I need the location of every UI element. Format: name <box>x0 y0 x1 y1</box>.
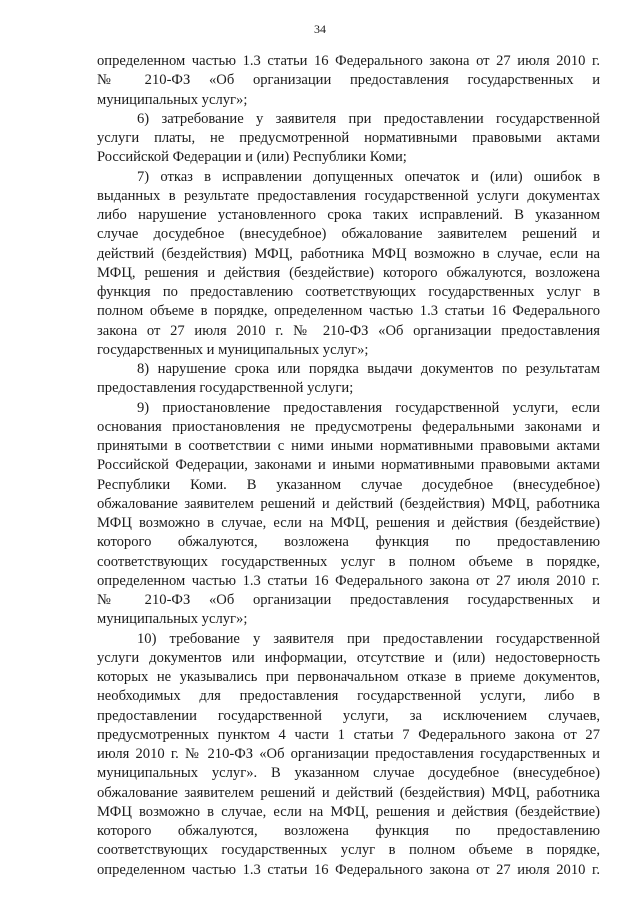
text-line: Российской Федерации и (или) Республики Коми; <box>97 149 407 166</box>
text-line: № 210-ФЗ «Об организации предоставления государственных и <box>97 72 600 89</box>
text-line: определенном частью 1.3 статьи 16 Федерального закона от 27 июля 2010 г. <box>97 572 600 589</box>
text-line: муниципальных услуг»; <box>97 611 248 628</box>
text-line: либо нарушение установленного срока таких исправлений. В указанном <box>97 207 600 223</box>
text-line: № 210-ФЗ «Об организации предоставления государственных и <box>97 592 600 608</box>
text-line: необходимых для предоставления государственной услуги, либо в <box>97 688 600 705</box>
text-line: принятыми в соответствии с ними иными нормативными правовыми актами <box>97 438 600 454</box>
text-line: соответствующих государственных услуг в полном объеме в порядке, <box>97 553 600 570</box>
text-line: определенном частью 1.3 статьи 16 Федерального закона от 27 июля 2010 г. <box>97 53 600 69</box>
paragraph-item-7 <box>97 168 600 361</box>
text-line: обжалование заявителем решений и действий (бездействия) МФЦ, работника <box>97 495 600 512</box>
text-line: действий (бездействия) МФЦ, работника МФЦ возможно в случае, если на <box>97 245 600 262</box>
text-line: обжалование заявителем решений и действий (бездействия) МФЦ, работника <box>97 784 600 801</box>
text-line: МФЦ возможно в случае, если на МФЦ, решения и действия (бездействие) <box>97 803 600 820</box>
text-line: функция по предоставлению соответствующих государственных услуг в <box>97 284 600 300</box>
text-line: услуги документов или информации, отсутствие и (или) недостоверность <box>97 649 600 666</box>
text-line: предусмотренных пунктом 4 части 1 статьи 7 Федерального закона от 27 <box>97 726 600 743</box>
paragraph-continuation <box>97 52 600 110</box>
document-body <box>97 52 600 880</box>
paragraph-item-10 <box>97 630 600 880</box>
text-line: случае досудебное (внесудебное) обжалование заявителем решений и <box>97 226 600 243</box>
text-line: 9) приостановление предоставления государственной услуги, если <box>137 399 600 416</box>
text-line: которого обжалуются, возложена функция по предоставлению <box>97 534 600 551</box>
paragraph-item-6 <box>97 110 600 168</box>
text-line: 6) затребование у заявителя при предоставлении государственной <box>137 110 600 127</box>
text-line: закона от 27 июля 2010 г. № 210-ФЗ «Об организации предоставления <box>97 322 600 339</box>
text-line: МФЦ возможно в случае, если на МФЦ, решения и действия (бездействие) <box>97 515 600 531</box>
text-line: услуги платы, не предусмотренной нормативными правовыми актами <box>97 130 600 146</box>
text-line: которых не указывались при первоначальном отказе в приеме документов, <box>97 669 600 685</box>
text-line: 7) отказ в исправлении допущенных опечаток и (или) ошибок в <box>137 168 600 185</box>
text-line: 8) нарушение срока или порядка выдачи документов по результатам <box>137 361 600 377</box>
text-line: предоставления государственной услуги; <box>97 380 354 397</box>
text-line: предоставлении государственной услуги, за исключением случаев, <box>97 707 600 724</box>
text-line: 10) требование у заявителя при предоставлении государственной <box>137 630 600 647</box>
text-line: соответствующих государственных услуг в полном объеме в порядке, <box>97 842 600 859</box>
paragraph-item-9 <box>97 399 600 630</box>
text-line: определенном частью 1.3 статьи 16 Федерального закона от 27 июля 2010 г. <box>97 861 600 878</box>
text-line: государственных и муниципальных услуг»; <box>97 341 369 358</box>
text-line: муниципальных услуг». В указанном случае досудебное (внесудебное) <box>97 765 600 782</box>
text-line: основания приостановления не предусмотрены федеральными законами и <box>97 418 600 435</box>
text-line: МФЦ, решения и действия (бездействие) которого обжалуются, возложена <box>97 264 600 281</box>
text-line: полном объеме в порядке, определенном частью 1.3 статьи 16 Федерального <box>97 303 600 320</box>
text-line: которого обжалуются, возложена функция по предоставлению <box>97 823 600 839</box>
page-number: 34 <box>314 22 326 36</box>
text-line: Российской Федерации, законами и иными нормативными правовыми актами <box>97 457 600 474</box>
paragraph-item-8 <box>97 360 600 399</box>
text-line: июля 2010 г. № 210-ФЗ «Об организации предоставления государственных и <box>97 746 600 762</box>
text-line: Республики Коми. В указанном случае досудебное (внесудебное) <box>97 476 600 493</box>
text-line: выданных в результате предоставления государственной услуги документах <box>97 187 600 204</box>
text-line: муниципальных услуг»; <box>97 91 248 108</box>
